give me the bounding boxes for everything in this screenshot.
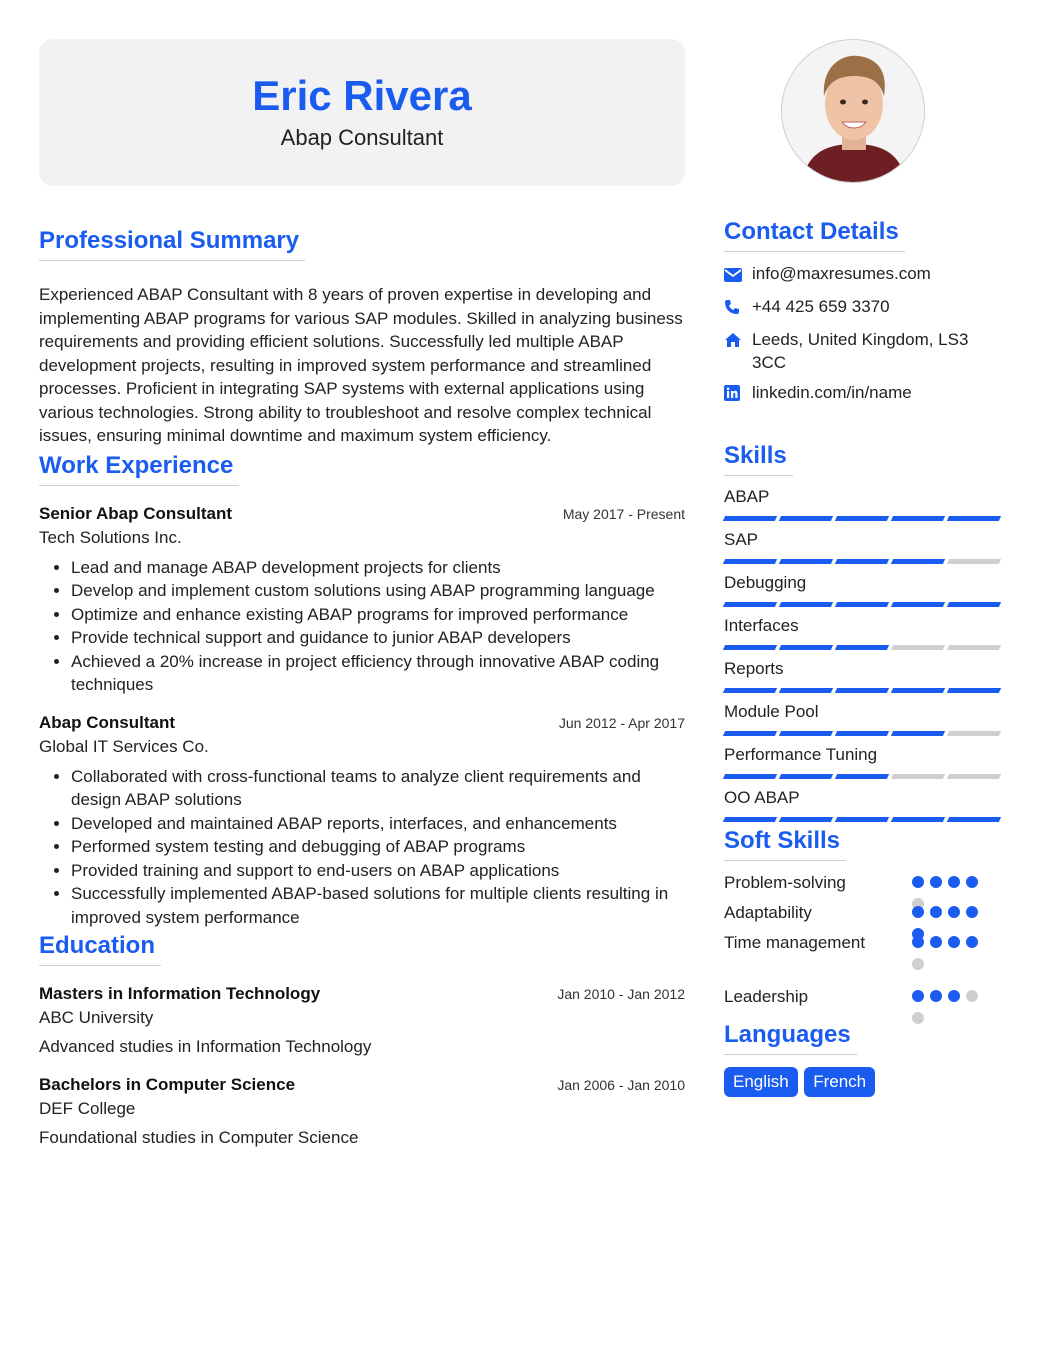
- skill-name: ABAP: [724, 487, 770, 506]
- soft-skill-dot: [948, 876, 960, 888]
- education-description: Advanced studies in Information Technology: [39, 1037, 372, 1056]
- skill-level-segment: [723, 559, 777, 564]
- skill-level-segment: [779, 602, 833, 607]
- bullet-item: • Collaborated with cross-functional teams to analyze client requirements and design ABAP solutions: [71, 765, 685, 812]
- soft-skills-section: [724, 826, 1004, 1020]
- skill-level-segment: [947, 817, 1001, 822]
- bullet-item: • Develop and implement custom solutions using ABAP programming language: [71, 579, 685, 603]
- education-entry: [39, 982, 685, 1059]
- skills-heading: Skills: [724, 441, 793, 476]
- contact-address: [724, 328, 1004, 374]
- skill-level-segment: [779, 774, 833, 779]
- skill-name: Reports: [724, 659, 784, 678]
- skill-level-segment: [723, 602, 777, 607]
- education-description: Foundational studies in Computer Science: [39, 1128, 359, 1147]
- skill-name: Interfaces: [724, 616, 799, 635]
- skill-level-segment: [779, 731, 833, 736]
- main-column: [39, 39, 685, 1150]
- skill-level-segment: [835, 602, 889, 607]
- skill-level-segment: [891, 645, 945, 650]
- bullet-item: • Lead and manage ABAP development projects for clients: [71, 556, 685, 580]
- soft-skill-row: [724, 902, 1004, 932]
- language-badge: English: [724, 1067, 798, 1097]
- bullet-item: • Optimize and enhance existing ABAP programs for improved performance: [71, 603, 685, 627]
- sidebar-column: [724, 39, 1004, 1097]
- job-title: Abap Consultant: [280, 125, 444, 150]
- soft-skill-dot: [912, 876, 924, 888]
- skill-level-segment: [891, 602, 945, 607]
- soft-skill-name: Leadership: [724, 987, 809, 1006]
- person-avatar-icon: [782, 40, 925, 183]
- soft-skill-dots: [912, 936, 992, 970]
- education-heading: Education: [39, 931, 161, 966]
- soft-skills-heading: Soft Skills: [724, 826, 846, 861]
- home-icon: [724, 328, 752, 354]
- education-school: ABC University: [39, 1008, 154, 1027]
- languages-heading: Languages: [724, 1020, 857, 1055]
- soft-skill-name: Time management: [724, 933, 866, 952]
- skill-level-segment: [891, 817, 945, 822]
- skill-level-segment: [891, 688, 945, 693]
- skills-section: [724, 441, 1004, 822]
- skill-level-segment: [723, 516, 777, 521]
- job-bullets: [39, 556, 685, 697]
- job-bullets: [39, 765, 685, 930]
- skill-level-segment: [779, 559, 833, 564]
- soft-skill-dot: [966, 876, 978, 888]
- skill-name: Debugging: [724, 573, 807, 592]
- profile-photo: [781, 39, 925, 183]
- education-entry: [39, 1073, 685, 1150]
- skill-level-bar: [724, 645, 1004, 650]
- envelope-icon: [724, 262, 752, 288]
- skill-level-segment: [947, 731, 1001, 736]
- soft-skill-dot: [912, 958, 924, 970]
- soft-skill-dot: [948, 936, 960, 948]
- bullet-item: • Achieved a 20% increase in project efficiency through innovative ABAP coding techniques: [71, 650, 685, 697]
- skills-list: [724, 486, 1004, 822]
- skill-name: SAP: [724, 530, 759, 549]
- skill-level-segment: [891, 516, 945, 521]
- linkedin-icon: [724, 381, 752, 407]
- soft-skill-row: [724, 872, 1004, 902]
- contact-phone-text[interactable]: +44 425 659 3370: [752, 297, 890, 316]
- candidate-name: Eric Rivera: [252, 72, 472, 119]
- skill-level-segment: [947, 645, 1001, 650]
- experience-heading: Work Experience: [39, 451, 239, 486]
- bullet-item: • Provided training and support to end-users on ABAP applications: [71, 859, 685, 883]
- skill-level-segment: [723, 774, 777, 779]
- soft-skill-dot: [930, 906, 942, 918]
- skill-level-segment: [947, 688, 1001, 693]
- bullet-item: • Successfully implemented ABAP-based solutions for multiple clients resulting in improved system performance: [71, 882, 685, 929]
- bullet-item: • Provide technical support and guidance to junior ABAP developers: [71, 626, 685, 650]
- skill-level-segment: [779, 645, 833, 650]
- skill-level-bar: [724, 731, 1004, 736]
- soft-skill-dot: [912, 906, 924, 918]
- contact-linkedin-text[interactable]: linkedin.com/in/name: [752, 383, 912, 402]
- skill-level-segment: [835, 688, 889, 693]
- bullet-item: • Developed and maintained ABAP reports, interfaces, and enhancements: [71, 812, 685, 836]
- skill-level-segment: [835, 645, 889, 650]
- languages-section: [724, 1020, 1004, 1097]
- education-date: Jan 2010 - Jan 2012: [557, 986, 685, 1002]
- job-entry-title: Abap Consultant: [39, 712, 175, 732]
- skill-level-segment: [947, 774, 1001, 779]
- skill-level-bar: [724, 774, 1004, 779]
- soft-skill-dot: [912, 936, 924, 948]
- job-entry-company: Tech Solutions Inc.: [39, 527, 182, 547]
- contact-linkedin: [724, 381, 1004, 407]
- skill-level-segment: [835, 817, 889, 822]
- skill-level-bar: [724, 602, 1004, 607]
- languages-list: [724, 1067, 1004, 1097]
- soft-skill-dot: [948, 906, 960, 918]
- soft-skill-row: [724, 932, 1004, 986]
- header-card: [39, 39, 685, 186]
- skill-level-segment: [891, 731, 945, 736]
- education-section: [39, 931, 685, 1150]
- contact-phone: [724, 295, 1004, 321]
- soft-skill-dot: [912, 1012, 924, 1024]
- skill-level-segment: [779, 688, 833, 693]
- contact-address-text: Leeds, United Kingdom, LS3 3CC: [752, 330, 969, 372]
- job-entry-title: Senior Abap Consultant: [39, 503, 232, 523]
- contact-heading: Contact Details: [724, 217, 905, 252]
- skill-level-segment: [723, 688, 777, 693]
- summary-section: [39, 226, 685, 448]
- job-entry: [39, 502, 685, 697]
- skill-name: Module Pool: [724, 702, 819, 721]
- education-degree: Masters in Information Technology: [39, 984, 321, 1003]
- language-badge: French: [804, 1067, 875, 1097]
- skill-level-segment: [723, 731, 777, 736]
- skill-level-segment: [835, 559, 889, 564]
- job-entry-date: May 2017 - Present: [562, 505, 685, 522]
- skill-name: Performance Tuning: [724, 745, 878, 764]
- skill-level-segment: [835, 516, 889, 521]
- bullet-item: • Performed system testing and debugging of ABAP programs: [71, 835, 685, 859]
- soft-skill-dot: [966, 990, 978, 1002]
- soft-skill-dot: [948, 990, 960, 1002]
- job-entry-date: Jun 2012 - Apr 2017: [558, 714, 685, 731]
- skill-level-segment: [891, 559, 945, 564]
- education-degree: Bachelors in Computer Science: [39, 1075, 296, 1094]
- skill-level-bar: [724, 817, 1004, 822]
- summary-heading: Professional Summary: [39, 226, 305, 261]
- contact-section: [724, 217, 1004, 407]
- job-entry-company: Global IT Services Co.: [39, 736, 209, 756]
- job-entry: [39, 711, 685, 930]
- soft-skill-dot: [930, 876, 942, 888]
- skill-level-bar: [724, 559, 1004, 564]
- skill-level-segment: [779, 817, 833, 822]
- experience-section: [39, 451, 685, 930]
- contact-email-text[interactable]: info@maxresumes.com: [752, 264, 931, 283]
- soft-skills-list: [724, 872, 1004, 1020]
- skill-level-segment: [723, 645, 777, 650]
- soft-skill-name: Adaptability: [724, 903, 812, 922]
- education-school: DEF College: [39, 1099, 136, 1118]
- skill-level-segment: [947, 602, 1001, 607]
- skill-level-segment: [947, 516, 1001, 521]
- skill-level-segment: [779, 516, 833, 521]
- skill-level-segment: [835, 731, 889, 736]
- summary-text: Experienced ABAP Consultant with 8 years of proven expertise in developing and implementing ABAP programs for various SAP modules. Skilled in analyzing business requirements and providing efficient solutions. Successfully led multiple ABAP development projects, resulting in improved system performance and streamlined processes. Proficient in integrating SAP systems with external applications using various technologies. Strong ability to troubleshoot and resolve complex technical issues, ensuring minimal downtime and maximum system efficiency.: [39, 285, 683, 445]
- skill-level-segment: [891, 774, 945, 779]
- contact-email: [724, 262, 1004, 288]
- skill-level-bar: [724, 516, 1004, 521]
- soft-skill-dot: [930, 936, 942, 948]
- soft-skill-dots: [912, 990, 992, 1024]
- soft-skill-dot: [966, 906, 978, 918]
- skill-name: OO ABAP: [724, 788, 800, 807]
- education-date: Jan 2006 - Jan 2010: [557, 1077, 685, 1093]
- soft-skill-dot: [966, 936, 978, 948]
- skill-level-segment: [835, 774, 889, 779]
- soft-skill-row: [724, 986, 1004, 1020]
- soft-skill-dot: [912, 990, 924, 1002]
- soft-skill-dot: [930, 990, 942, 1002]
- phone-icon: [724, 295, 752, 321]
- soft-skill-name: Problem-solving: [724, 873, 846, 892]
- skill-level-segment: [947, 559, 1001, 564]
- skill-level-bar: [724, 688, 1004, 693]
- skill-level-segment: [723, 817, 777, 822]
